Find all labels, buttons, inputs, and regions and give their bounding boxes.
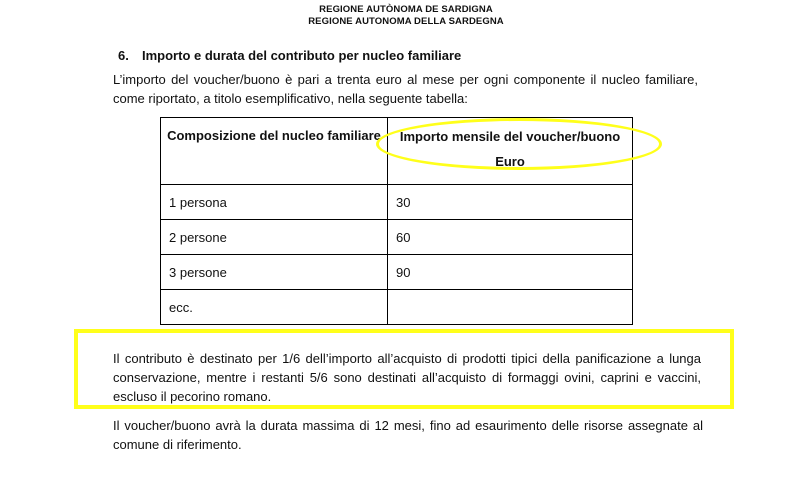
header-amount-currency: Euro [495,154,525,169]
document-header [0,4,792,28]
cell-composition: ecc. [161,290,388,325]
table-row [161,185,633,220]
section-number: 6. [118,48,129,63]
table-row [161,220,633,255]
highlight-oval-annotation [376,118,662,170]
cell-composition: 2 persone [161,220,388,255]
cell-amount [388,290,633,325]
destination-paragraph: Il contributo è destinato per 1/6 dell’importo all’acquisto di prodotti tipici della panificazione a lunga conservazione, mentre i restanti 5/6 sono destinati all’acquisto di formaggi ovini, caprini e vaccini, escluso il pecorino romano. [113,351,701,404]
header-amount-label: Importo mensile del voucher/buono [399,129,621,144]
header-composition: Composizione del nucleo familiare [161,118,388,185]
section-title-text: Importo e durata del contributo per nucleo familiare [142,48,462,63]
header-line-italian: REGIONE AUTONOMA DELLA SARDEGNA [308,16,504,27]
cell-amount: 60 [388,220,633,255]
cell-amount: 30 [388,185,633,220]
section-title [118,48,461,63]
table-row [161,290,633,325]
table-row [161,255,633,290]
cell-composition: 3 persone [161,255,388,290]
cell-composition: 1 persona [161,185,388,220]
intro-paragraph: L’importo del voucher/buono è pari a trenta euro al mese per ogni componente il nucleo familiare, come riportato, a titolo esemplificativo, nella seguente tabella: [113,72,698,106]
duration-paragraph: Il voucher/buono avrà la durata massima di 12 mesi, fino ad esaurimento delle risorse assegnate al comune di riferimento. [113,418,703,452]
cell-amount: 90 [388,255,633,290]
header-line-sardinian: REGIONE AUTÒNOMA DE SARDIGNA [319,4,493,15]
